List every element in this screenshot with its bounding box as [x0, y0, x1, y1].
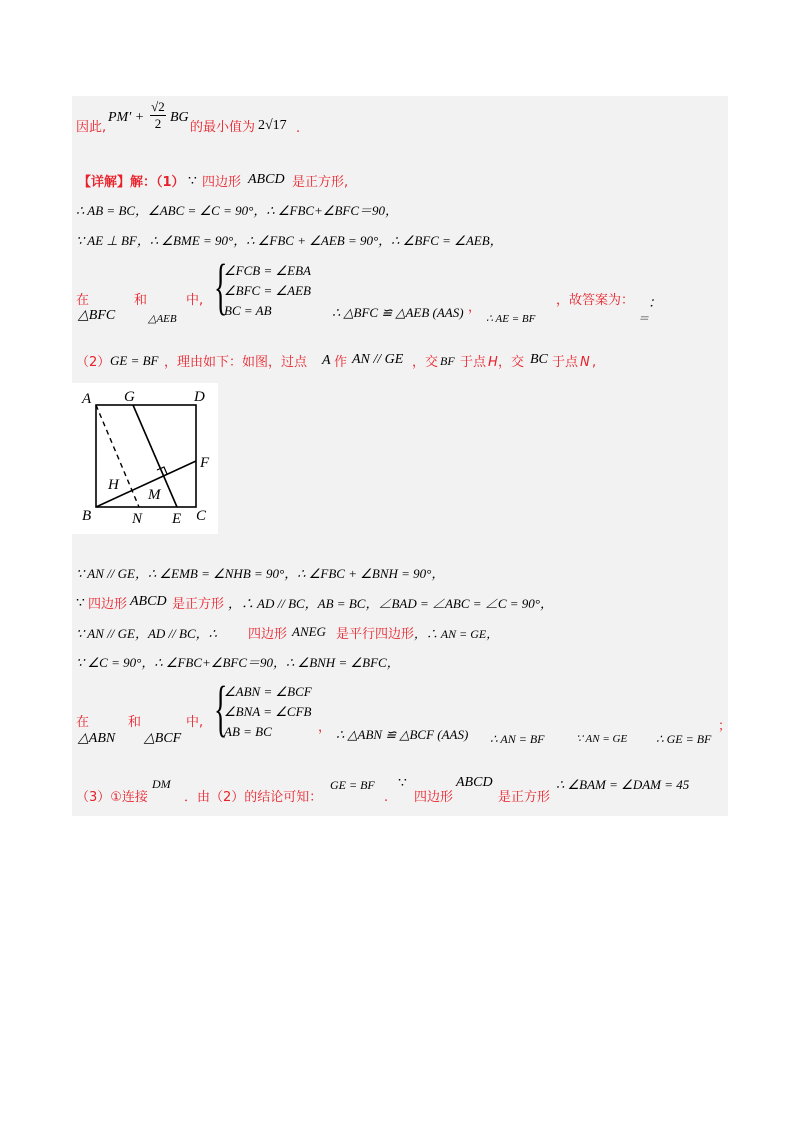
label-c: C [196, 508, 207, 524]
sys1-eq1: ∠FCB = ∠EBA [224, 263, 311, 278]
jiao-1: ，交 [412, 355, 439, 370]
sys2-eq1: ∠ABN = ∠BCF [224, 684, 312, 699]
p2-l3-quad: 四边形 [248, 627, 288, 642]
answer-text: ，故答案为： [556, 293, 635, 308]
system-brace-1: { [214, 253, 228, 321]
bc-label: BC [530, 352, 548, 367]
label-a: A [82, 391, 92, 407]
p2-line1: ∵ AN // GE，∴ ∠EMB = ∠NHB = 90°，∴ ∠FBC + ∠BNH = 90°， [76, 566, 445, 581]
part2-end: , [592, 355, 597, 370]
label-g: G [124, 389, 135, 405]
sys1-eq2: ∠BFC = ∠AEB [224, 283, 311, 298]
concl-ge-bf: ∴ GE = BF [656, 732, 712, 746]
p2-l2-quad: 四边形 [88, 597, 128, 612]
label-n: N [132, 511, 143, 527]
geometry-figure [72, 383, 218, 534]
detail-label: 【详解】解：（1） [78, 175, 185, 190]
part2-reason: ，理由如下：如图，过点 [164, 355, 308, 370]
part3-because: ∵ [398, 776, 407, 791]
tri-bcf: △BCF [144, 731, 182, 746]
fraction-denominator: 2 [150, 115, 166, 132]
point-a: A [322, 353, 331, 368]
abcd-label: ABCD [248, 172, 285, 187]
part2-ge-bf: GE = BF [110, 353, 159, 368]
p2-l2-because: ∵ [76, 596, 85, 611]
p2-l3-para: 是平行四边形 [336, 627, 415, 642]
part3-label: （3）①连接 [76, 790, 148, 805]
system-brace-2: { [214, 675, 228, 743]
bf-label: BF [440, 354, 455, 368]
part3-quad: 四边形 [414, 790, 454, 805]
zai-1: 在 [76, 293, 90, 308]
intro-fraction [150, 99, 166, 132]
concl1-comma: ， [468, 300, 482, 315]
p2-l3-aneg: ANEG [292, 624, 326, 639]
concl-semicolon: ； [718, 719, 732, 734]
intro-pm: PM′ + [108, 110, 145, 125]
concl-congruent-2: ∴ △ABN ≌ △BCF (AAS) [336, 727, 469, 742]
part3-square: 是正方形 [498, 790, 551, 805]
label-m: M [148, 487, 161, 503]
detail-line2: ∴ AB = BC，∠ABC = ∠C = 90°，∴ ∠FBC+∠BFC＝90， [76, 203, 399, 218]
part3-ge-bf: GE = BF [330, 778, 375, 792]
label-e: E [172, 511, 182, 527]
label-f: F [200, 455, 210, 471]
he-1: 和 [134, 293, 148, 308]
part2-label: （2） [76, 355, 111, 370]
quad-word: 四边形 [202, 175, 242, 190]
tri-aeb: △AEB [148, 313, 177, 325]
part3-mid: ．由（2）的结论可知： [184, 790, 323, 805]
concl-congruent-1: ∴ △BFC ≌ △AEB (AAS) [332, 305, 464, 320]
p2-line4: ∵ ∠C = 90°，∴ ∠FBC+∠BFC＝90，∴ ∠BNH = ∠BFC， [76, 655, 400, 670]
point-h: H [488, 355, 498, 370]
he-2: 和 [128, 715, 142, 730]
p2-l2-abcd: ABCD [130, 594, 167, 609]
concl-an-bf: ∴ AN = BF [490, 732, 545, 746]
p2-l2-rest: ，∴ AD // BC，AB = BC，∠BAD = ∠ABC = ∠C = 90°， [228, 596, 553, 611]
is-square: 是正方形, [292, 175, 349, 190]
zhong-2: 中, [186, 715, 204, 730]
zai-2: 在 [76, 715, 90, 730]
intro-value: 2√17 [258, 118, 287, 133]
tri-abn: △ABN [78, 731, 116, 746]
label-h: H [108, 477, 119, 493]
square-diagram [72, 383, 218, 534]
part3-dm: DM [152, 777, 171, 791]
answer-eq-mark: ＝ [638, 313, 649, 325]
yu-dian-h: 于点 [460, 355, 487, 370]
because-symbol: ∵ [188, 174, 197, 189]
sys2-eq2: ∠BNA = ∠CFB [224, 704, 312, 719]
p2-l3-a: ∵ AN // GE，AD // BC，∴ [76, 626, 217, 641]
intro-text: 的最小值为 [190, 120, 256, 135]
sys1-eq3: BC = AB [224, 303, 272, 318]
fraction-numerator: √2 [151, 99, 165, 114]
part3-angle: ∴ ∠BAM = ∠DAM = 45 [556, 777, 690, 792]
zhong-1: 中, [186, 293, 204, 308]
jiao-2: ，交 [498, 355, 525, 370]
part3-dot: . [384, 790, 389, 805]
p2-l3-an-ge: ，∴ AN = GE， [414, 627, 499, 641]
point-n: N [580, 355, 590, 370]
tri-bfc: △BFC [78, 308, 116, 323]
answer-colon: ： [648, 296, 662, 311]
concl-ae-bf: ∴ AE = BF [486, 313, 536, 325]
label-b: B [82, 508, 92, 524]
sys2-comma: ， [318, 720, 332, 735]
intro-bg: BG [170, 110, 189, 125]
p2-l2-square: 是正方形 [172, 597, 225, 612]
detail-line3: ∵ AE ⊥ BF，∴ ∠BME = 90°，∴ ∠FBC + ∠AEB = 90°，∴ ∠BFC = ∠AEB， [76, 233, 503, 248]
yu-dian-n: 于点 [552, 355, 579, 370]
intro-end: . [296, 121, 301, 136]
label-d: D [194, 389, 205, 405]
sys2-eq3: AB = BC [224, 724, 272, 739]
concl-an-ge: ∵ AN = GE [576, 733, 628, 745]
intro-prefix: 因此, [76, 120, 107, 135]
an-parallel-ge: AN // GE [352, 352, 404, 367]
part3-abcd: ABCD [456, 775, 493, 790]
zuo: 作 [334, 355, 348, 370]
